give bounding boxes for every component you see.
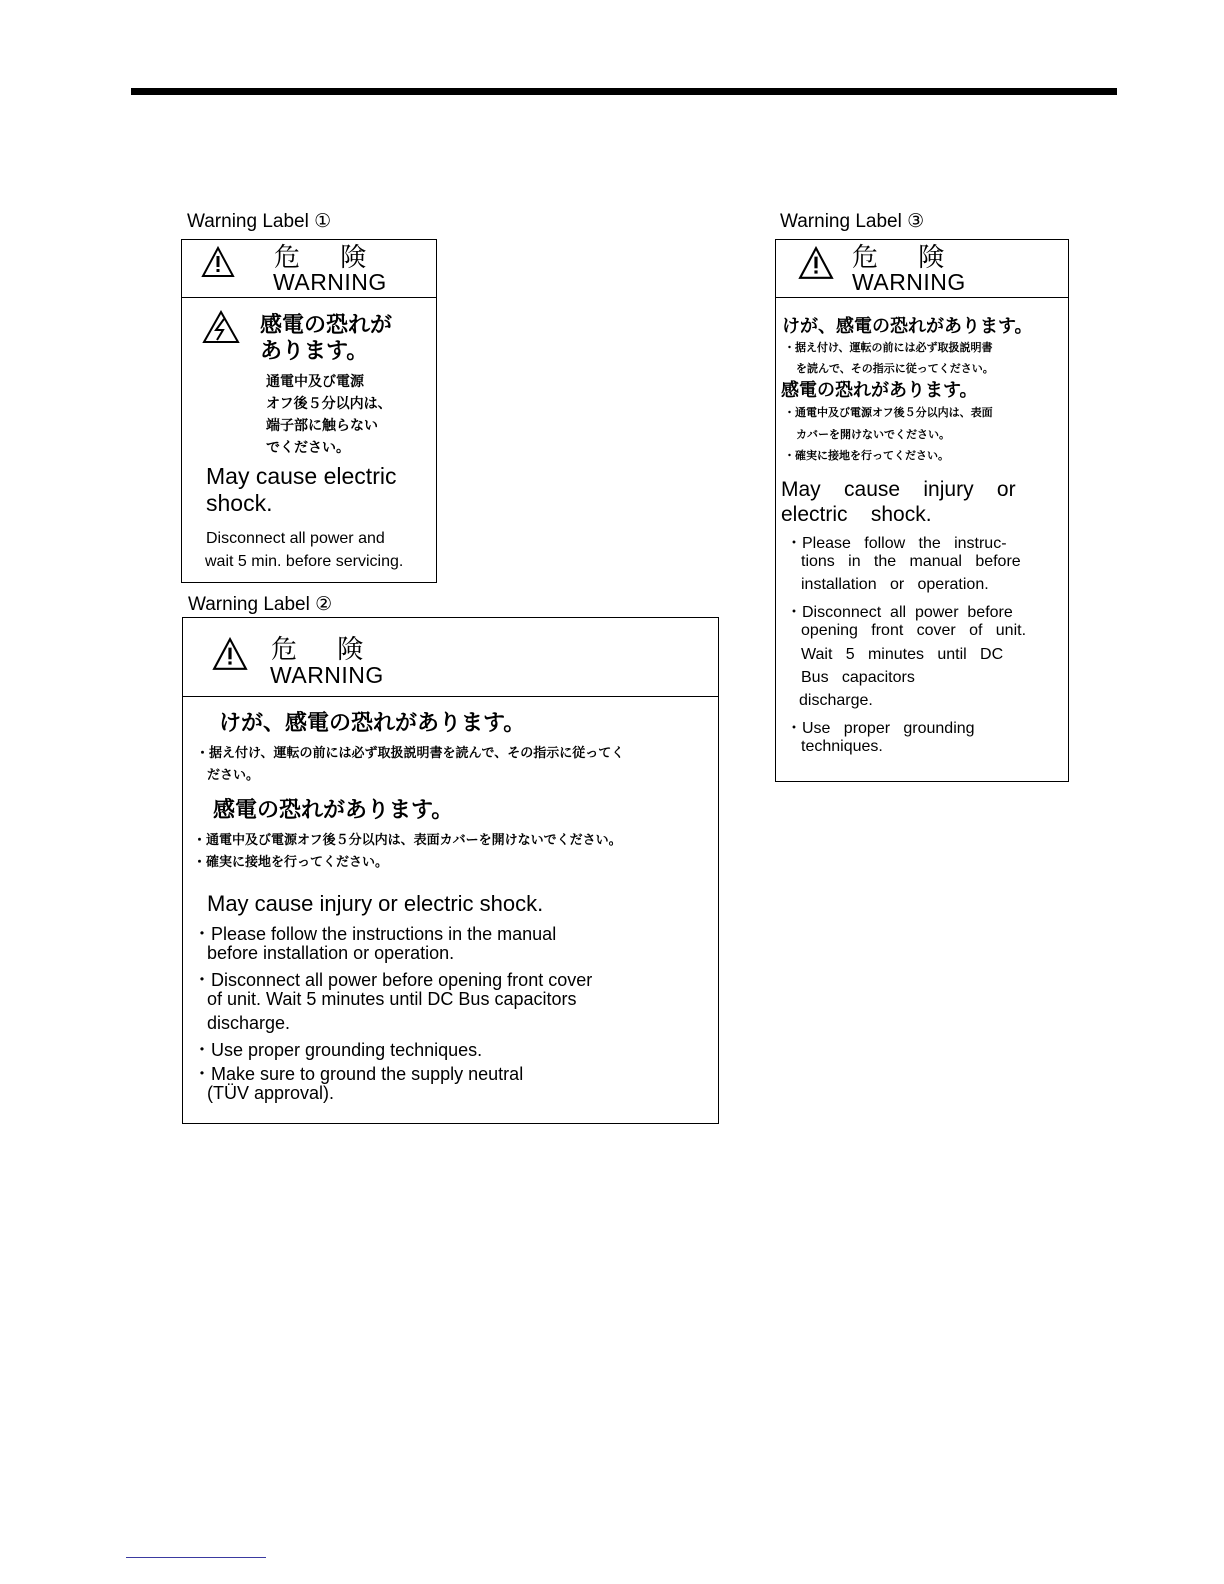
label3-en-line: Wait 5 minutes until DC: [801, 646, 1004, 663]
label1-header: [182, 240, 436, 298]
label2-header: [183, 618, 718, 697]
label2-en-line: ・Use proper grounding techniques.: [193, 1040, 483, 1060]
electric-shock-icon: [202, 310, 240, 344]
label2-en-title: May cause injury or electric shock.: [207, 891, 544, 916]
label3-header: [776, 240, 1068, 298]
label2-en-line: of unit. Wait 5 minutes until DC Bus capacitors: [207, 989, 577, 1009]
warning-label-2: [182, 617, 719, 1124]
label1-jp-title-2: あります。: [260, 339, 369, 364]
label3-en-line: Bus capacitors: [801, 669, 915, 686]
label3-en-line: opening front cover of unit.: [801, 622, 1027, 639]
label2-warning: WARNING: [270, 662, 384, 688]
label1-jp-body-line: でください。: [266, 440, 350, 456]
label1-en-title-2: shock.: [206, 490, 273, 516]
label3-jp-line-2: を読んで、その指示に従ってください。: [796, 362, 994, 375]
label2-jp-line-1: ・据え付け、運転の前には必ず取扱説明書を読んで、その指示に従ってく: [196, 746, 625, 761]
warning-label-1: [181, 239, 437, 583]
label3-en-line: installation or operation.: [801, 576, 989, 593]
label2-en-line: ・Make sure to ground the supply neutral: [193, 1064, 524, 1084]
label3-caption: Warning Label ③: [780, 211, 925, 232]
label1-en-body-2: wait 5 min. before servicing.: [205, 553, 404, 570]
label1-jp-body-line: 通電中及び電源: [266, 374, 364, 390]
label3-en-line: ・Disconnect all power before: [786, 604, 1013, 621]
label2-jp-title-2: 感電の恐れがあります。: [213, 798, 454, 823]
label2-kanji: 危 険: [271, 635, 380, 665]
label2-jp-title-1: けが、感電の恐れがあります。: [219, 711, 526, 736]
label1-en-body-1: Disconnect all power and: [206, 530, 385, 547]
label1-jp-body-line: 端子部に触らない: [266, 418, 378, 434]
label2-jp-line-3: ・通電中及び電源オフ後５分以内は、表面カバーを開けないでください。: [193, 833, 622, 848]
label3-jp-line-5: ・確実に接地を行ってください。: [784, 449, 949, 462]
label1-caption: Warning Label ①: [187, 211, 332, 232]
label3-jp-line-4: カバーを開けないでください。: [796, 428, 950, 441]
label1-warning: WARNING: [273, 269, 387, 295]
warning-label-3: [775, 239, 1069, 782]
label1-jp-title-1: 感電の恐れが: [260, 313, 393, 338]
label2-jp-line-2: ださい。: [207, 768, 260, 783]
label3-en-line: techniques.: [801, 738, 883, 755]
label2-en-line: ・Please follow the instructions in the manual: [193, 924, 557, 944]
label2-en-line: (TÜV approval).: [207, 1083, 335, 1103]
label1-jp-body-line: オフ後５分以内は、: [266, 396, 392, 412]
caution-triangle-icon: [201, 246, 235, 278]
label3-en-title-1: May cause injury or: [781, 478, 1016, 501]
caution-triangle-icon: [798, 246, 834, 280]
label2-en-line: discharge.: [207, 1013, 291, 1033]
label1-kanji: 危 険: [274, 243, 383, 273]
label3-jp-title-1: けが、感電の恐れがあります。: [782, 316, 1033, 337]
label1-en-title-1: May cause electric: [206, 463, 397, 489]
label2-en-line: before installation or operation.: [207, 943, 455, 963]
label3-jp-line-1: ・据え付け、運転の前には必ず取扱説明書: [784, 341, 993, 354]
label3-en-title-2: electric shock.: [781, 503, 932, 526]
label3-warning: WARNING: [852, 269, 966, 295]
label2-jp-line-4: ・確実に接地を行ってください。: [193, 855, 389, 870]
label3-jp-title-2: 感電の恐れがあります。: [781, 380, 978, 401]
label3-en-line: discharge.: [799, 692, 873, 709]
label2-caption: Warning Label ②: [188, 594, 333, 615]
header-rule: [131, 88, 1117, 95]
label2-en-line: ・Disconnect all power before opening front cover: [193, 970, 593, 990]
footer-rule: [126, 1557, 266, 1558]
caution-triangle-icon: [212, 637, 248, 671]
label3-kanji: 危 険: [852, 243, 961, 273]
label3-en-line: tions in the manual before: [801, 553, 1021, 570]
label3-jp-line-3: ・通電中及び電源オフ後５分以内は、表面: [784, 406, 993, 419]
label3-en-line: ・Please follow the instruc-: [786, 535, 1007, 552]
label3-en-line: ・Use proper grounding: [786, 720, 975, 737]
